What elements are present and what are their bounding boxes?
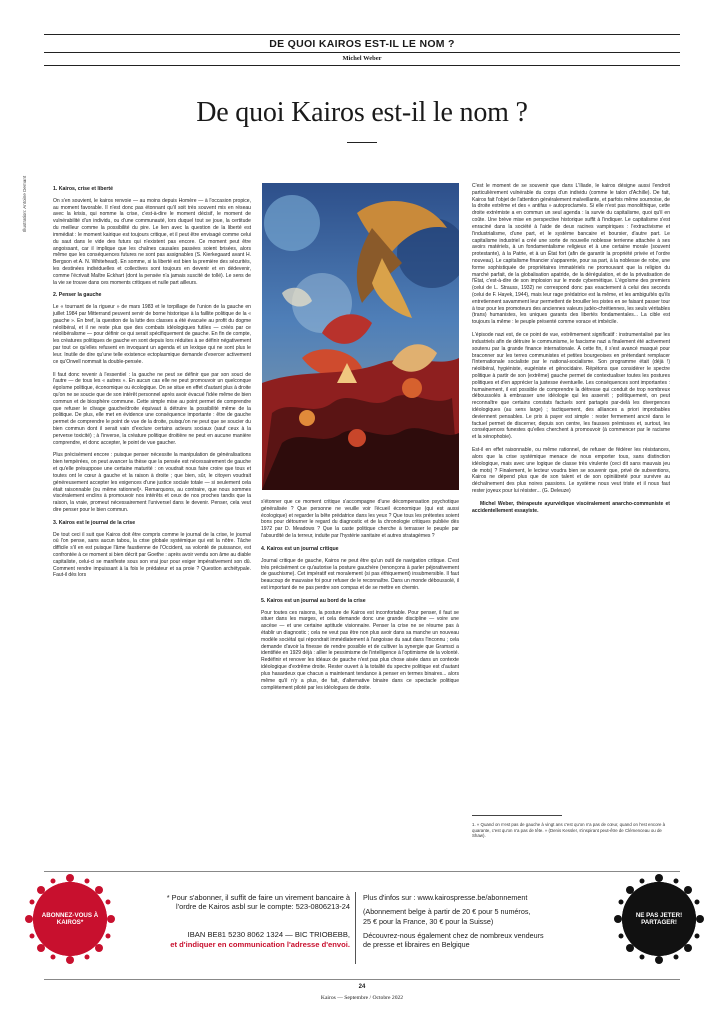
communication-note: et d'indiquer en communication l'adresse d'envoi. <box>170 939 350 949</box>
price-line-2: 25 € pour la France, 30 € pour la Suisse) <box>363 916 494 926</box>
header-byline: Michel Weber <box>342 55 382 62</box>
header-mid-rule <box>44 52 680 53</box>
article-column-1 <box>53 183 251 585</box>
footnote: 1. « Quand on n'est pas de gauche à vingt ans c'est qu'on n'a pas de cœur, quand on l'est encore à quarante, c'est qu'on n'a pas de tête. » (Denis Kessler, s'inspirant peut-être de Clémenceau ou de Shaw). <box>472 822 666 839</box>
paragraph: L'épisode nazi est, de ce point de vue, extrêmement significatif : instrumentalisé par les industriels afin de détruire le communisme, le fascisme nazi a finalement été activement soutenu par la grande finance internationale. À cette fin, il s'est avancé masqué pour braconner sur les terres communistes et petites bourgeoises en prétendant remplacer l'Internationale socialiste par le national-socialisme. Son programme était (déjà !) néolibéral, hygiéniste, eugéniste et génocidaire. Répétons que considérer le spectre politique à partir de son (extrême) gauche permet de contextualiser toutes les postures politiques et d'en apprécier la justesse éventuelle. Les conséquences sont importantes : humainement, il est possible de comprendre la détresse qui conduit de trop nombreux déboussolés à embrasser une idéologie qui les asservit ; politiquement, on peut reconnaître que certains constats factuels sont partagés par-delà les divergences idéologiques (au sens large) ; tactiquement, des alliances a priori improbables deviennent pensables. Le prix à payer est simple : rester fermement ancré dans le factuel permet de discerner, depuis son centre, les fausses prémisses et, surtout, les conséquences funestes qu'elles cherchent à promouvoir (à commencer par le racisme et la xénophobie). <box>472 332 670 441</box>
artwork-painting <box>262 183 459 490</box>
vendors-line-2: de presse et libraires en Belgique <box>363 940 470 950</box>
subscription-divider <box>355 892 356 964</box>
section-heading: 2. Penser la gauche <box>53 292 102 299</box>
subscription-line-2: l'ordre de Kairos asbl sur le compte: 523-0806213-24 <box>176 902 350 912</box>
price-line-1: (Abonnement belge à partir de 20 € pour 5 numéros, <box>363 907 531 917</box>
share-badge-label: NE PAS JETER! PARTAGER! <box>635 911 683 926</box>
subscribe-badge[interactable] <box>33 882 107 956</box>
vendors-line-1: Découvrez-nous également chez de nombreux vendeurs <box>363 930 544 940</box>
section-heading: 3. Kairos est le journal de la crise <box>53 519 136 526</box>
footer-separator <box>44 871 680 872</box>
header-bottom-rule <box>44 65 680 66</box>
illustration-artwork <box>262 183 459 490</box>
paragraph: Pour toutes ces raisons, la posture de Kairos est inconfortable. Pour penser, il faut se situer dans les marges, et cela demande donc une grande discipline — voire une ascèse — et une certaine aptitude visionnaire. Penser la crise ne se résume pas à établir un diagnostic ; cela ne veut pas être non plus avoir dans sa manche un nouveau modèle sociétal qui répondrait immédiatement à l'angoisse du saut dans l'inconnu ; cela demande d'avoir la finesse de rendre possible et de cultiver la synergie que Gramsci a identifiée en 1929 déjà : allier le pessimisme de l'intelligence à l'optimisme de la volonté. Redéfinir et renover les idéaux de gauche n'est pas plus chose aisée dans un contexte idéologique d'extrême droite. Rester ouvert à la totalité du spectre politique est d'autant plus hasardeux que chacun a maintenant tendance à penser en termes binaires... alors même qu'il n'y a plus, de fait, d'alternative binaire dans ce spectacle politique complètement piloté par les idéologues de droite. <box>261 609 459 691</box>
paragraph: Plus précisément encore : puisque penser nécessite la manipulation de généralisations bien tempérées, on peut avancer la thèse que la pensée est nécessairement de gauche et qu'elle présuppose une certaine maturité : on voudrait nous faire croire que tous et toutes ont le cœur à gauche et la raison à droite ; que bien, sûr, le citoyen voudrait généreusement accepter les exigences d'une justice sociale totale — si seulement cela était raisonnable (ou même rationnel)¹. Remarquons, au contraire, que nous sommes viscéralement enclins à promouvoir nos intérêts et ceux de nos proches tandis que la raison, la vraie, promeut nécessairement l'universel dans le devenir. Penser, cela veut dire penser pour le bien commun. <box>53 452 251 513</box>
header-top-rule <box>44 34 680 35</box>
illustration-credit: Illustration: Antoine Demant <box>22 175 27 232</box>
title-underline <box>347 142 377 143</box>
info-link-line[interactable]: Plus d'infos sur : www.kairospresse.be/abonnement <box>363 893 528 902</box>
footer-top-rule <box>44 979 680 980</box>
iban-line: IBAN BE81 5230 8062 1324 — BIC TRIOBEBB, <box>187 929 350 939</box>
paragraph: Est-il en effet raisonnable, ou même rationnel, de refuser de fédérer les résistances, alors que la crise systémique menace de nous emporter tous, sans distinction idéologique, mais avec une logique de classe très virulente (ceci dit sans mauvais jeu de mots) ? Finalement, le lecteur voudra bien se souvenir que, privé de subventions, Kairos ne dépend plus que de son talent et de son opiniâtreté pour survivre au déchaînement des plus noires passions. Le système nous veut triste et il nous faut rester joyeux pour lui résister... (G. Deleuze) <box>472 447 670 494</box>
subscribe-badge-label: ABONNEZ-VOUS À KAIROS* <box>41 911 99 926</box>
paragraph: Journal critique de gauche, Kairos ne peut être qu'un outil de navigation critique. C'est très précisément ce qu'autorise la posture gauchère (renonçons à parler péjorativement de gauchisme). Cet impératif est moralement (si pas éthiquement) insubmersible. Il faut beaucoup de mauvaise foi pour refuser de le reconnaître. Dans un monde déboussolé, il est important de ne pas perdre son compas et de se mettre en chemin. <box>261 557 459 591</box>
section-heading: 4. Kairos est un journal critique <box>261 545 339 552</box>
subscription-line-1: * Pour s'abonner, il suffit de faire un virement bancaire à <box>166 893 350 902</box>
page-number: 24 <box>358 984 366 990</box>
article-title: De quoi Kairos est-il le nom ? <box>196 97 528 128</box>
section-kicker: DE QUOI KAIROS EST-IL LE NOM ? <box>269 38 455 50</box>
paragraph: On s'en souvient, le kairos renvoie — au moins depuis Homère — à l'occasion propice, au moment favorable. Il n'est donc pas étonnant qu'il soit très souvent mis en réseau avec la krisis, qui nomme la crise, c'est-à-dire le moment décisif, le moment de vulnérabilité d'un individu, ou d'une communauté, lors duquel tout se joue, la certitude du meilleur comme la possibilité du pire. Le lien avec la question de la liberté est immédiat : le moment kairique est toujours critique, et il peut être envisagé comme celui du saut dans le vide des futurs qui n'existent pas encore. Ce moment peut être angoissant, car il implique que les chaînes causales passées soient brisées, alors même que les conséquences futures ne sont pas assignables (S. Kierkegaard avant H. Bergson et A. N. Whitehead). En somme, si la liberté est bien la première des sécurités, les destinées individuelles et collectives sont toujours en devenir et en dédevenir, comme l'écrivait Maître Eckhart (dont la pensée n'a jamais suscité de tollé). Le sens de la vie se trouve dans ces moments critiques et nulle part ailleurs. <box>53 197 251 286</box>
subscription-info <box>363 893 613 949</box>
article-column-2 <box>261 499 459 697</box>
article-column-3 <box>472 183 670 520</box>
section-heading: 1. Kairos, crise et liberté <box>53 186 113 192</box>
paragraph: C'est le moment de se souvenir que dans L'Iliade, le kairos désigne aussi l'endroit particulièrement vulnérable du corps d'un individu (comme le talon d'Achille). De fait, Kairos fait l'objet de l'attention généralement malveillante, et parfois même sournoise, de la droite extrême et des « antifas » autoproclamés. Si elle n'est pas monolithique, cette droite extrémiste a en commun un seul agenda : la survie du capitalisme, quoi qu'il en coûte. Une brève mise en perspective historique suffit à l'indiquer. Le capitalisme s'est enraciné dans la société à l'aide de deux racines vampiriques : l'extractivisme et l'industrialisme, d'une part, et le système bancaire et boursier, d'autre part. Le capitalisme industriel a créé une sorte de nouvelle noblesse terrienne attachée à ses avoirs matériels, à un fondamentalisme religieux et à une certaine morale (souvent protestante), à la Patrie, et à un État fort (afin de garantir la propriété privée et l'ordre nouveau). Le capitalisme financier s'apparente, pour sa part, à la noblesse de robe, une forme sophistiquée de propriétaires immatériels ne promouvant que la religion du marché parfait, de la globalisation apatride, de la dérégulation, et de la privatisation de l'État, c'est-à-dire de son implosion sur le mode cybernétique. L'égoïsme des premiers (celui de L. Strauss, 1932) ne correspond donc pas exactement à celui des seconds (celui de F. Hayek, 1944), mais leur rage prédatrice est la même, et les ambiguïtés qu'ils entretiennent savamment leur permettent de brouiller les pistes en se faisant passer tour à tour pour les promoteurs des anciennes valeurs judéo-chrétiennes, les seuls véritables (trans) humanistes, les uniques garants des libertés fondamentales... La cible est toujours la même : le peuple présenté comme vorace et imbécile. <box>472 183 670 326</box>
paragraph: De tout ceci il suit que Kairos doit être compris comme le journal de la crise, le journal où l'on pense, sans aucun tabou, la crise globale systémique qui est la nôtre. Tâche difficile s'il en est puisque l'âme faustienne de l'Occident, sa volonté de puissance, est confrontée à ce moment si bien décrit par Goethe : après avoir vendu son âme au diable capitaliste, celui-ci se manifeste sous son vrai jour pour exiger impérativement son dû. Comment rendre impuissant à la fois le prédateur et sa proie ? Question archétypale. Faut-il dès lors <box>53 531 251 579</box>
share-badge <box>622 882 696 956</box>
paragraph: Il faut donc revenir à l'essentiel : la gauche ne peut se définir que par son souci de l'autre — de tous les « autres ». En aucun cas elle ne peut promouvoir un quelconque égoïsme politique, économique ou écologique. On se situe en effet d'autant plus à droite qu'on ne se soucie que de son intérêt personnel après avoir évacué l'idée même de bien commun et de biosphère commune. Cette simple mise au point permet de comprendre que refuser le clivage gauche/droite équivaut à détruire la possibilité même de la politique. De plus, elle met en évidence une conséquence importante : être de gauche permet de comprendre le point de vue de la droite, puisqu'on ne peut que se soucier du bien commun dont il serait vain d'exclure certains acteurs sociaux (sauf ceux à la perverse toxicité) ; à l'inverse, la créature politique droitière ne peut en aucune manière comprendre, et donc accepter, le point de vue gaucher. <box>53 371 251 446</box>
footnote-rule <box>472 815 562 816</box>
paragraph: Le « tournant de la rigueur » de mars 1983 et le torpillage de l'union de la gauche en juillet 1984 par Mitterrand peuvent servir de borne historique à la faillite politique de la « gauche ». En bref, la question de la lutte des classes a été évacuée au profit du dogme néolibéral, et il ne reste plus que des combats idéologiques futiles — créés par ce néolibéralisme — pour définir ce qui serait spécifiquement de gauche. En fin de compte, les créatures politiques de gauche en sont depuis lors réduites à se définir négativement par tout ce qu'elles refusent en invoquant un agenda et un lexique qui ne sont plus le leur. Inutile de dire qu'une telle existence ectoplasmique demande d'exercer activement ce qu'Orwell nommait la double-pensée. <box>53 304 251 365</box>
paragraph: s'étonner que ce moment critique s'accompagne d'une décompensation psychotique généralisée ? Que personne ne veuille voir l'écueil économique (qui est aussi écologique) et regarder la bête prédatrice dans les yeux ? Que tous les prétextes soient bons pour détourner le regard du diagnostic et de la chronologie critiques publiée dès 1972 par D. Meadows ? Que la caste politique cherche à terrasser le peuple par l'absurdité de la terreur, induite par l'hystérie sanitaire et autres stratagèmes ? <box>261 499 459 540</box>
issue-line: Kairos — Septembre / Octobre 2022 <box>320 995 404 1001</box>
author-signature: Michel Weber, thérapeute ayurvédique viscéralement anarcho-communiste et accidentellement essayiste. <box>472 500 670 514</box>
section-heading: 5. Kairos est un journal au bord de la crise <box>261 597 366 604</box>
subscription-instructions <box>118 893 350 950</box>
